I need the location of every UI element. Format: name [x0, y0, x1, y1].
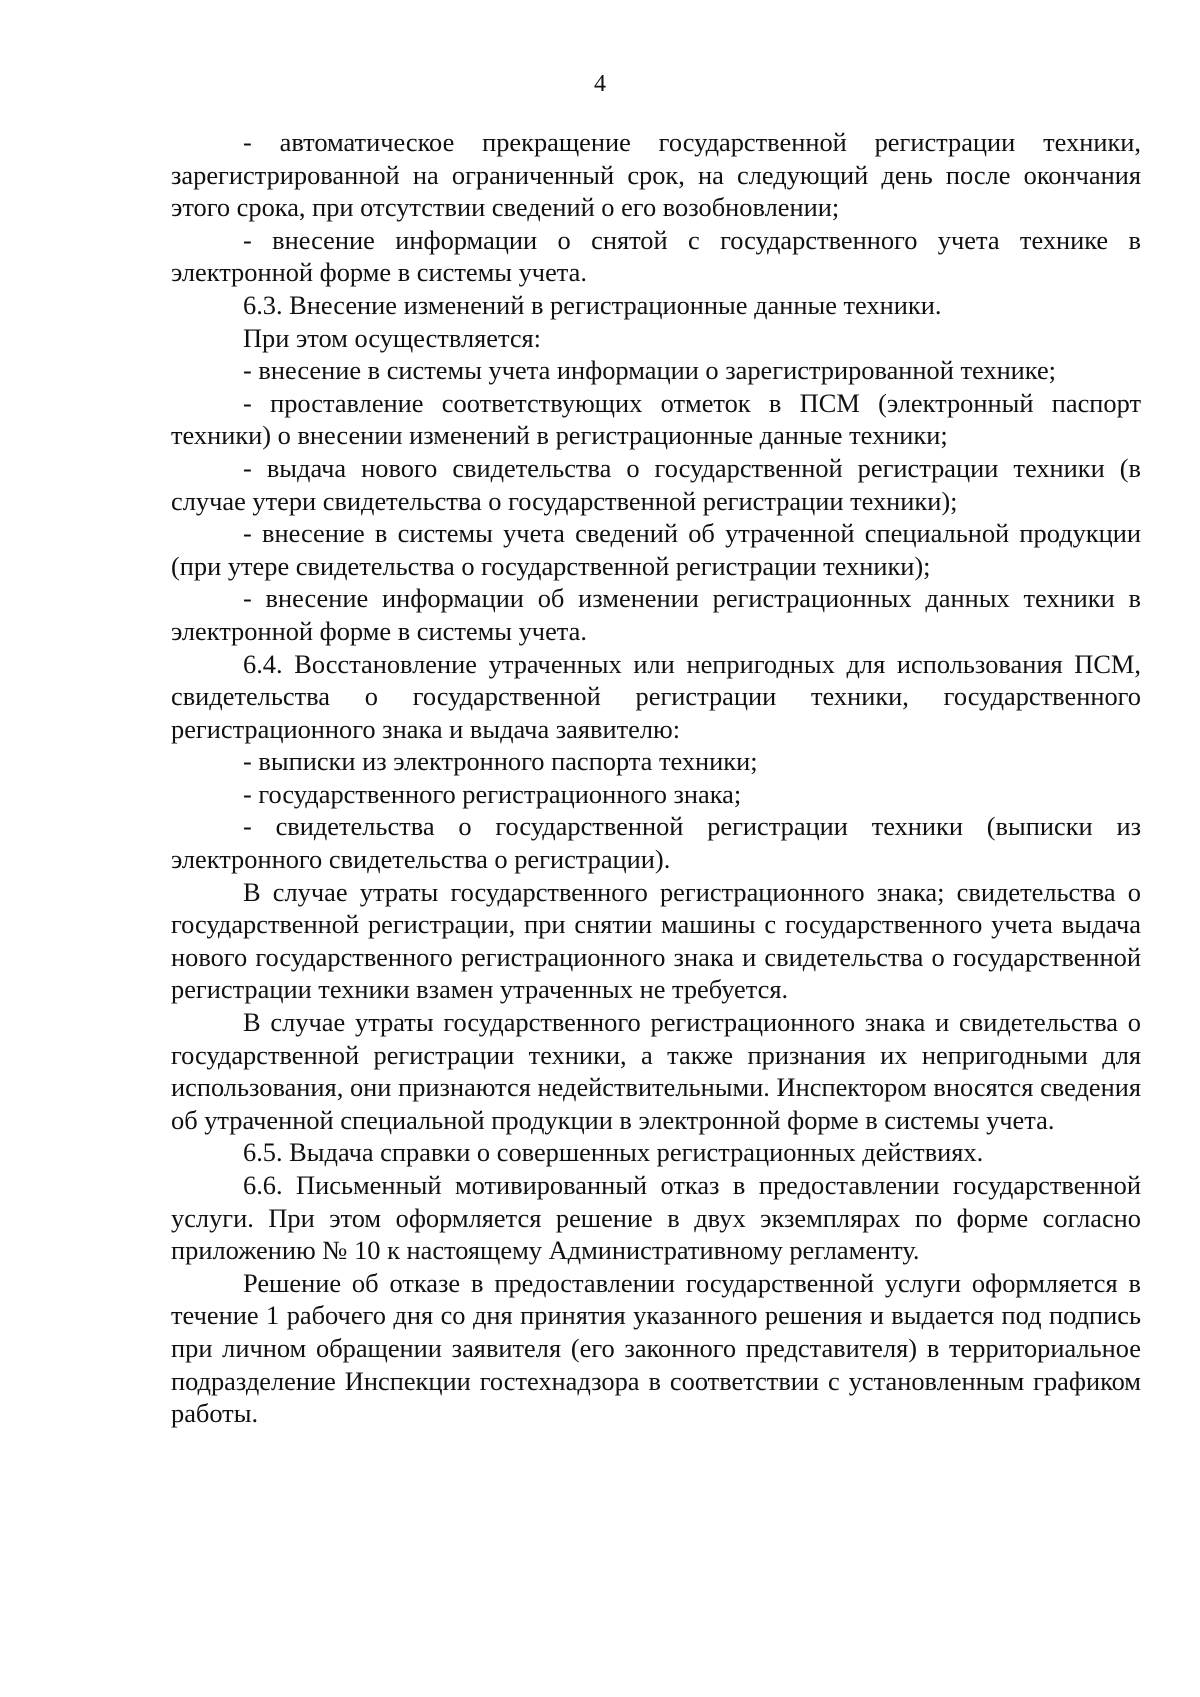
paragraph: - государственного регистрационного знака; [243, 778, 742, 809]
paragraph: Решение об отказе в предоставлении государственной услуги оформляется в течение 1 рабочего дня со дня принятия указанного решения и выдается под подпись при личном обращении заявителя (его законного представителя) в территориальное подразделение Инспекции гостехнадзора в соответствии с установленным графиком работы. [171, 1267, 1141, 1429]
paragraph: - внесение в системы учета сведений об утраченной специальной продукции (при утере свидетельства о государственной регистрации техники); [171, 518, 1141, 581]
paragraph: - выдача нового свидетельства о государственной регистрации техники (в случае утери свидетельства о государственной регистрации техники); [171, 452, 1141, 516]
paragraph: 6.3. Внесение изменений в регистрационные данные техники. [243, 289, 942, 320]
paragraph: - автоматическое прекращение государственной регистрации техники, зарегистрированной на ограниченный срок, на следующий день после окончания этого срока, при отсутствии сведений о его возобновлении; [171, 127, 1141, 223]
paragraph: - внесение информации об изменении регистрационных данных техники в электронной форме в системы учета. [171, 583, 1141, 646]
paragraph: - внесение в системы учета информации о зарегистрированной технике; [243, 355, 1057, 386]
document-body [171, 126, 1141, 1430]
paragraph: В случае утраты государственного регистрационного знака; свидетельства о государственной регистрации, при снятии машины с государственного учета выдача нового государственного регистрационного знака и свидетельства о государственной регистрации техники взамен утраченных не требуется. [171, 876, 1141, 1005]
paragraph: - проставление соответствующих отметок в ПСМ (электронный паспорт техники) о внесении изменений в регистрационные данные техники; [171, 387, 1141, 451]
paragraph: 6.4. Восстановление утраченных или непригодных для использования ПСМ, свидетельства о государственной регистрации техники, государственного регистрационного знака и выдача заявителю: [171, 648, 1141, 744]
paragraph: - внесение информации о снятой с государственного учета технике в электронной форме в системы учета. [171, 224, 1141, 288]
page-number: 4 [594, 71, 606, 97]
paragraph: 6.5. Выдача справки о совершенных регистрационных действиях. [243, 1137, 984, 1168]
paragraph: В случае утраты государственного регистрационного знака и свидетельства о государственной регистрации техники, а также признания их непригодными для использования, они признаются недействительными. Инспектором вносятся сведения об утраченной специальной продукции в электронной форме в системы учета. [171, 1007, 1141, 1135]
paragraph: - выписки из электронного паспорта техники; [243, 746, 758, 777]
paragraph: 6.6. Письменный мотивированный отказ в предоставлении государственной услуги. При этом оформляется решение в двух экземплярах по форме согласно приложению № 10 к настоящему Административному регламенту. [171, 1170, 1141, 1266]
paragraph: - свидетельства о государственной регистрации техники (выписки из электронного свидетельства о регистрации). [171, 811, 1141, 875]
paragraph: При этом осуществляется: [243, 322, 542, 353]
